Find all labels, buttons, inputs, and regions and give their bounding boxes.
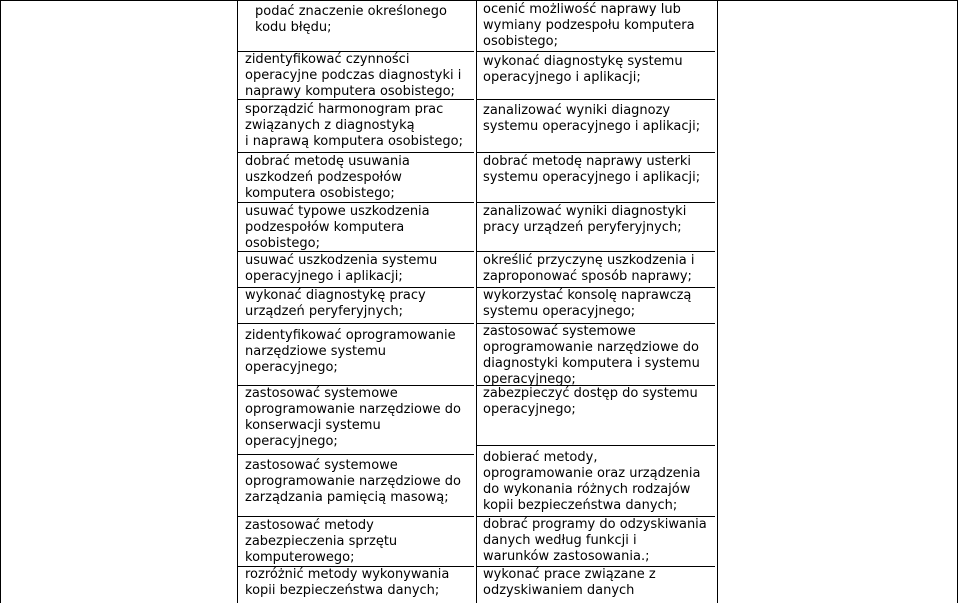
cell-line: zanalizować wyniki diagnozy: [483, 103, 671, 118]
table-cell: [477, 100, 715, 153]
cell-line: dobrać metodę usuwania: [245, 154, 410, 169]
cell-line: operacyjnego i aplikacji;: [483, 70, 641, 85]
cell-line: diagnostyki komputera i systemu: [483, 356, 700, 371]
cell-line: kodu błędu;: [255, 20, 332, 35]
cell-line: operacyjnego;: [483, 372, 576, 387]
table-top-border: [0, 0, 958, 1]
table-cell: [238, 517, 474, 567]
cell-line: zastosować systemowe: [245, 458, 398, 473]
cell-line: uszkodzeń podzespołów: [245, 170, 402, 185]
cell-line: kopii bezpieczeństwa danych;: [245, 583, 440, 598]
cell-line: warunków zastosowania.;: [483, 549, 650, 564]
table-cell: [477, 52, 715, 100]
cell-line: wymiany podzespołu komputera: [483, 18, 695, 33]
table-cell: [477, 567, 715, 603]
table-cell: [477, 517, 715, 567]
cell-line: i naprawą komputera osobistego;: [245, 134, 463, 149]
table-cell: [477, 252, 715, 288]
cell-line: urządzeń peryferyjnych;: [245, 304, 404, 319]
cell-line: osobistego;: [245, 236, 320, 251]
table-cell: [238, 386, 474, 455]
cell-line: zidentyfikować czynności: [245, 52, 410, 67]
cell-line: osobistego;: [483, 34, 558, 49]
cell-line: zanalizować wyniki diagnostyki: [483, 204, 687, 219]
table-cell: [477, 386, 715, 446]
table-border-right: [957, 0, 958, 603]
cell-line: oprogramowanie narzędziowe do: [483, 340, 699, 355]
table-cell: [238, 455, 474, 517]
cell-line: narzędziowe systemu: [245, 344, 387, 359]
cell-line: operacyjnego i aplikacji;: [245, 269, 403, 284]
cell-line: kopii bezpieczeństwa danych;: [483, 498, 678, 513]
cell-line: oprogramowanie narzędziowe do: [245, 474, 461, 489]
cell-line: związanych z diagnostyką: [245, 118, 415, 133]
cell-line: zastosować systemowe: [483, 324, 636, 339]
cell-line: systemu operacyjnego i aplikacji;: [483, 170, 701, 185]
table-cell: [238, 100, 474, 153]
table-cell: [238, 203, 474, 252]
cell-line: dobrać programy do odzyskiwania: [483, 517, 707, 532]
cell-line: usuwać uszkodzenia systemu: [245, 253, 438, 268]
table-divider-3: [717, 0, 718, 603]
cell-line: pracy urządzeń peryferyjnych;: [483, 220, 682, 235]
cell-line: operacyjne podczas diagnostyki i: [245, 68, 462, 83]
table-cell: [238, 252, 474, 288]
cell-line: odzyskiwaniem danych: [483, 583, 635, 598]
cell-line: wykonać prace związane z: [483, 567, 656, 582]
cell-line: oprogramowanie narzędziowe do: [245, 402, 461, 417]
cell-line: zastosować metody: [245, 518, 374, 533]
cell-line: wykonać diagnostykę systemu: [483, 54, 683, 69]
table-cell: [238, 324, 474, 386]
table-cell: [477, 324, 715, 386]
cell-line: podzespołów komputera: [245, 220, 405, 235]
table-cell: [238, 567, 474, 603]
table-cell: [477, 446, 715, 517]
cell-line: danych według funkcji i: [483, 533, 637, 548]
cell-line: zastosować systemowe: [245, 386, 398, 401]
table-border-left: [0, 0, 1, 603]
cell-line: operacyjnego;: [483, 402, 576, 417]
cell-line: oprogramowanie oraz urządzenia: [483, 466, 701, 481]
cell-line: systemu operacyjnego;: [483, 304, 636, 319]
cell-line: dobierać metody,: [483, 450, 598, 465]
cell-line: wykonać diagnostykę pracy: [245, 288, 426, 303]
cell-line: systemu operacyjnego i aplikacji;: [483, 119, 701, 134]
table-cell: [238, 153, 474, 203]
table-cell: [477, 153, 715, 203]
table-cell: [477, 288, 715, 324]
cell-line: wykorzystać konsolę naprawczą: [483, 288, 692, 303]
cell-line: do wykonania różnych rodzajów: [483, 482, 691, 497]
cell-line: zarządzania pamięcią masową;: [245, 490, 449, 505]
table-cell: [238, 52, 474, 100]
table-cell: [477, 2, 715, 52]
cell-line: sporządzić harmonogram prac: [245, 102, 444, 117]
cell-line: komputerowego;: [245, 550, 355, 565]
cell-line: komputera osobistego;: [245, 186, 395, 201]
cell-line: zabezpieczenia sprzętu: [245, 534, 398, 549]
cell-line: dobrać metodę naprawy usterki: [483, 154, 691, 169]
cell-line: usuwać typowe uszkodzenia: [245, 204, 430, 219]
table-cell: [238, 288, 474, 324]
cell-line: operacyjnego;: [245, 360, 338, 375]
cell-line: określić przyczynę uszkodzenia i: [483, 253, 695, 268]
cell-line: konserwacji systemu: [245, 418, 381, 433]
cell-line: operacyjnego;: [245, 434, 338, 449]
table-cell: [477, 203, 715, 252]
cell-line: zaproponować sposób naprawy;: [483, 269, 692, 284]
cell-line: zabezpieczyć dostęp do systemu: [483, 386, 698, 401]
cell-line: ocenić możliwość naprawy lub: [483, 2, 681, 17]
cell-line: rozróżnić metody wykonywania: [245, 567, 450, 582]
cell-line: naprawy komputera osobistego;: [245, 84, 455, 99]
table-cell: [238, 4, 474, 52]
cell-line: zidentyfikować oprogramowanie: [245, 328, 456, 343]
cell-line: podać znaczenie określonego: [255, 4, 448, 19]
